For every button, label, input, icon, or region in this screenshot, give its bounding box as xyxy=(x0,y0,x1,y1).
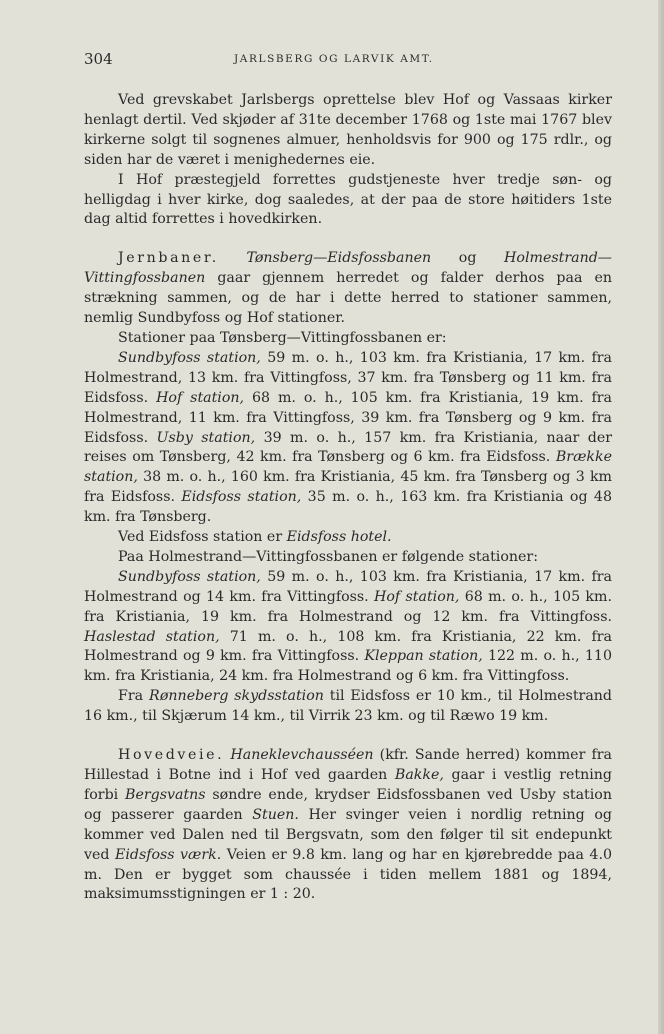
station-name: Eidsfoss station, xyxy=(181,489,302,506)
station-name: Hof station, xyxy=(374,588,460,605)
paragraph-grevskabet: Ved grevskabet Jarlsbergs oprettelse blev Hof og Vassaas kirker henlagt dertil. Ved skjøder af 31te december 1768 og 1ste mai 1767 blev kirkerne solgt til sognenes almuer, henholdsvis for 900 og 175 rdlr., og siden har de været i menighedernes eie. xyxy=(84,92,612,168)
station-name: Brække station, xyxy=(84,449,612,486)
running-title: JARLSBERG OG LARVIK AMT. xyxy=(234,53,434,65)
hotel-name: Eidsfoss hotel. xyxy=(286,529,392,546)
text-run: 68 m. o. h., 105 km. fra Kristiania, 19 km. fra Holmestrand og 12 km. fra Vittingfoss. xyxy=(84,588,612,625)
text-run: søndre ende, krydser Eidsfossbanen ved Usby station og passerer gaarden xyxy=(84,786,612,823)
paragraph-hovedveie xyxy=(84,746,612,905)
text-run: 71 m. o. h., 108 km. fra Kristiania, 22 km. fra Holmestrand og 9 km. fra Vittingfoss. xyxy=(84,628,612,665)
text-run: 39 m. o. h., 157 km. fra Kristiania, naar der reises om Tønsberg, 42 km. fra Tønsberg og 6 km. fra Eidsfoss. xyxy=(84,429,612,466)
page-number: 304 xyxy=(84,50,113,68)
section-head-jernbaner: Jernbaner. xyxy=(118,250,219,267)
body-text xyxy=(84,91,612,905)
text-run: Her svinger veien i nordlig retning og kommer ved Dalen ned til Bergsvatn, som den følger til sit endepunkt ved xyxy=(84,806,612,863)
station-name: Sundbyfoss station, xyxy=(118,568,261,585)
place-name: Bergsvatns xyxy=(125,786,206,803)
skydsstation-name: Rønneberg skydsstation xyxy=(148,688,324,705)
text-run: 122 m. o. h., 110 km. fra Kristiania, 24 km. fra Holmestrand og 6 km. fra Vittingfoss. xyxy=(84,648,612,685)
text-run: til Eidsfoss er 10 km., til Holmestrand 16 km., til Skjærum 14 km., til Virrik 23 km. og til Ræwo 19 km. xyxy=(84,688,613,725)
station-name: Haslestad station, xyxy=(84,628,220,645)
text-run: Fra xyxy=(118,688,149,705)
section-head-hovedveie: Hovedveie. xyxy=(118,747,225,764)
text-run: gaar gjennem herredet og falder derhos paa en strækning sammen, og de har i dette herred to stationer sammen, nemlig Sundbyfoss og Hof stationer. xyxy=(84,270,612,327)
place-name: Eidsfoss værk. xyxy=(114,846,222,863)
station-name: Sundbyfoss station, xyxy=(118,349,261,366)
running-header xyxy=(84,50,610,72)
paragraph-tonsberg-stations xyxy=(84,349,612,528)
paragraph-stationer-intro: Stationer paa Tønsberg—Vittingfossbanen er: xyxy=(118,329,447,346)
station-name: Hof station, xyxy=(156,389,245,406)
paragraph-ronneberg xyxy=(84,687,612,727)
place-name: Bakke, xyxy=(394,767,444,783)
railway-name: Tønsberg—Eidsfossbanen xyxy=(246,250,432,267)
text-run: 59 m. o. h., 103 km. fra Kristiania, 17 km. fra Holmestrand og 14 km. fra Vittingfoss. xyxy=(84,568,613,605)
text-run: og xyxy=(431,250,505,267)
text-run: gaar i vestlig retning forbi xyxy=(84,767,612,803)
text-run: (kfr. Sande herred) kommer fra Hillestad i Botne ind i Hof ved gaarden xyxy=(84,747,612,783)
railway-name: Holmestrand—Vittingfossbanen xyxy=(84,250,612,287)
text-run: Ved Eidsfoss station er xyxy=(118,529,287,546)
paragraph-holmestrand-intro: Paa Holmestrand—Vittingfossbanen er følgende stationer: xyxy=(118,548,538,565)
text-run: Veien er 9.8 km. lang og har en kjørebredde paa 4.0 m. Den er bygget som chaussée i tiden mellem 1881 og 1894, maksimumsstigningen er 1 : 20. xyxy=(84,846,612,903)
text-run: 35 m. o. h., 163 km. fra Kristiania og 48 km. fra Tønsberg. xyxy=(84,489,612,526)
station-name: Usby station, xyxy=(156,429,256,446)
road-name: Haneklevchausséen xyxy=(230,747,374,764)
station-name: Kleppan station, xyxy=(364,648,483,665)
text-run: 38 m. o. h., 160 km. fra Kristiania, 45 km. fra Tønsberg og 3 km fra Eidsfoss. xyxy=(84,469,612,506)
text-run: 68 m. o. h., 105 km. fra Kristiania, 19 km. fra Holmestrand, 11 km. fra Vittingfoss, 39 km. fra Tønsberg og 9 km. fra Eidsfoss. xyxy=(84,389,613,446)
paragraph-eidsfoss-hotel xyxy=(84,528,612,548)
paragraph-gudstjeneste: I Hof præstegjeld forrettes gudstjeneste hver tredje søn- og helligdag i hver kirke, dog saaledes, at der paa de store høitiders 1ste dag altid forrettes i hovedkirken. xyxy=(84,171,612,228)
place-name: Stuen. xyxy=(252,806,299,823)
page-edge xyxy=(658,0,664,1034)
paragraph-jernbaner xyxy=(84,249,612,329)
text-run: 59 m. o. h., 103 km. fra Kristiania, 17 km. fra Holmestrand, 13 km. fra Vittingfoss, 37 km. fra Tønsberg og 11 km. fra Eidsfoss. xyxy=(84,349,613,406)
paragraph-holmestrand-stations xyxy=(84,568,612,687)
